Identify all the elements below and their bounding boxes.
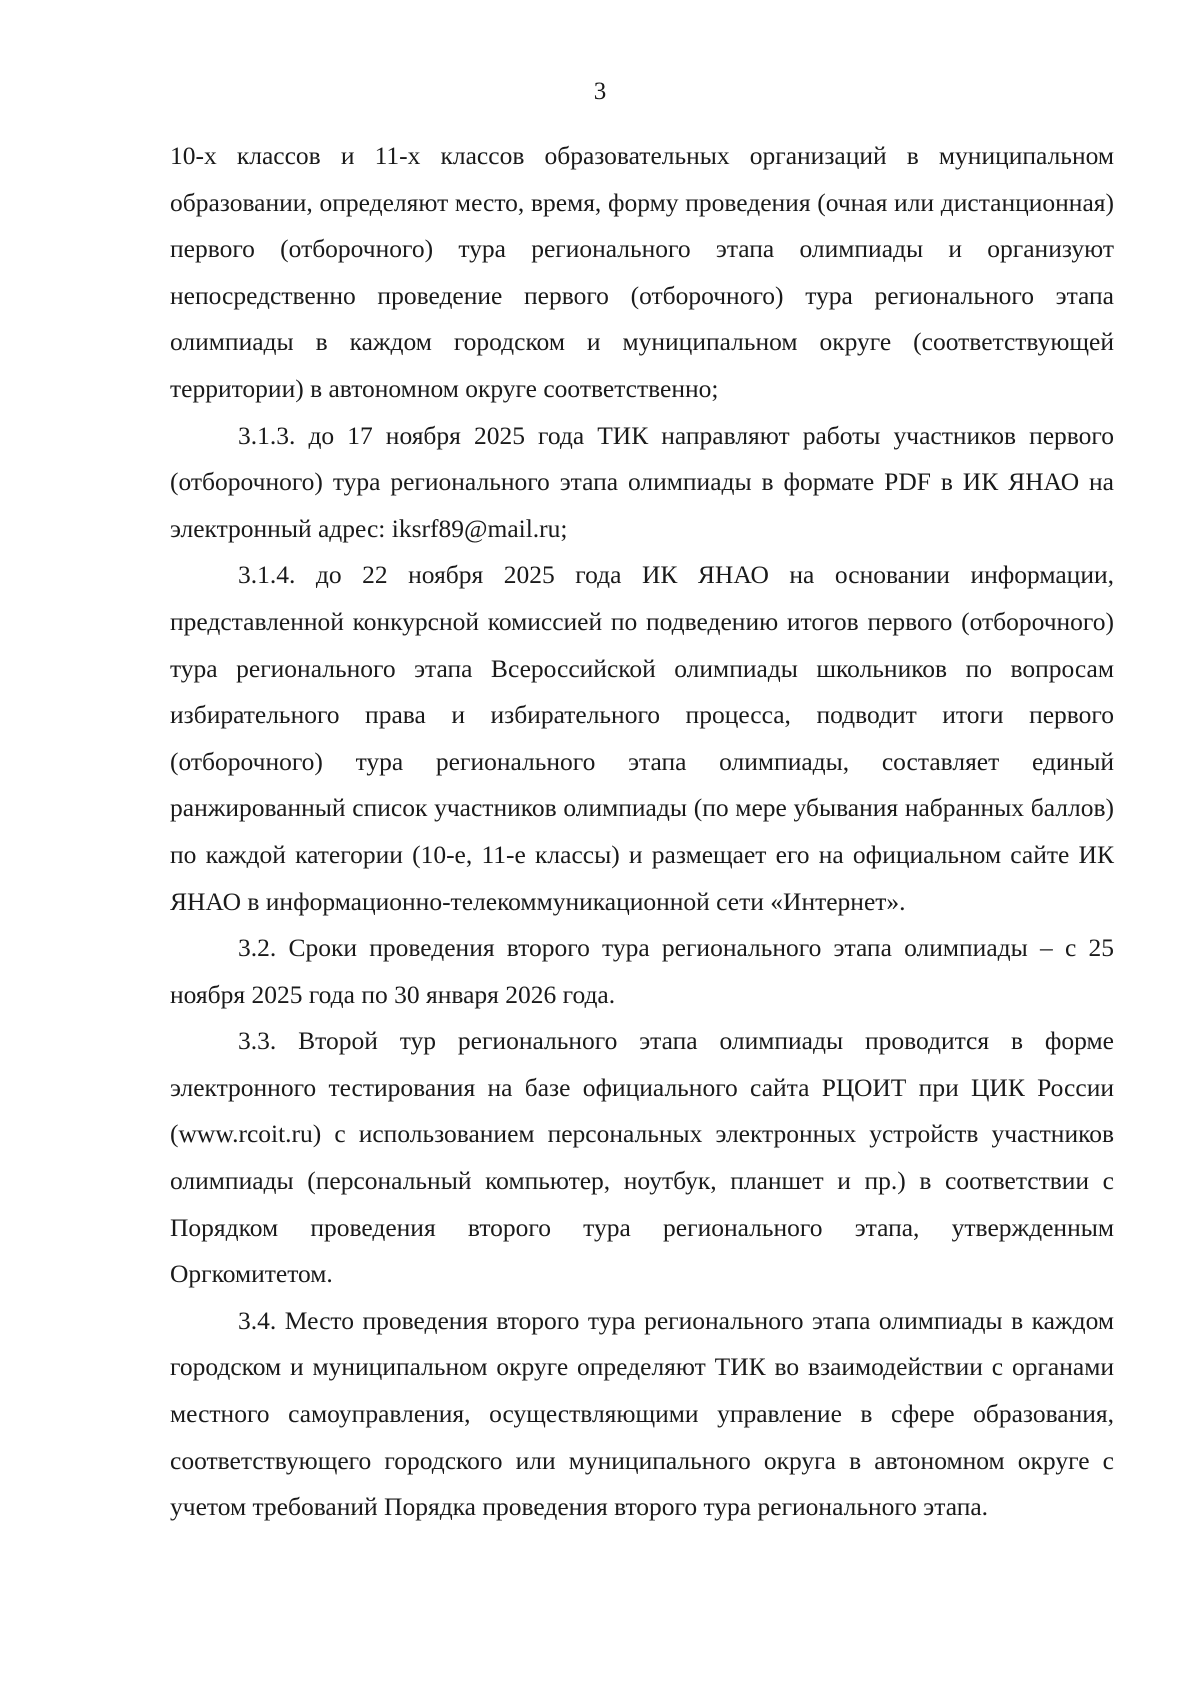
paragraph-3-4: 3.4. Место проведения второго тура регионального этапа олимпиады в каждом городском и муниципальном округе определяют ТИК во взаимодействии с органами местного самоуправления, осуществляющими управление в сфере образования, соответствующего городского или муниципального округа в автономном округе с учетом требований Порядка проведения второго тура регионального этапа.	[170, 1305, 1114, 1522]
paragraph-3-2: 3.2. Сроки проведения второго тура регионального этапа олимпиады – с 25 ноября 2025 года по 30 января 2026 года.	[170, 933, 1114, 1009]
paragraph-3-3: 3.3. Второй тур регионального этапа олимпиады проводится в форме электронного тестирования на базе официального сайта РЦОИТ при ЦИК России (www.rcoit.ru) с использованием персональных электронных устройств участников олимпиады (персональный компьютер, ноутбук, планшет и пр.) в соответствии с Порядком проведения второго тура регионального этапа, утвержденным Оргкомитетом.	[170, 1026, 1114, 1289]
paragraph-3-1-4: 3.1.4. до 22 ноября 2025 года ИК ЯНАО на основании информации, представленной конкурсной комиссией по подведению итогов первого (отборочного) тура регионального этапа Всероссийской олимпиады школьников по вопросам избирательного права и избирательного процесса, подводит итоги первого (отборочного) тура регионального этапа олимпиады, составляет единый ранжированный список участников олимпиады (по мере убывания набранных баллов) по каждой категории (10-е, 11-е классы) и размещает его на официальном сайте ИК ЯНАО в информационно-телекоммуникационной сети «Интернет».	[170, 560, 1114, 916]
document-body	[170, 133, 1114, 1531]
page-number: 3	[593, 78, 607, 105]
paragraph-3-1-3: 3.1.3. до 17 ноября 2025 года ТИК направляют работы участников первого (отборочного) тура регионального этапа олимпиады в формате PDF в ИК ЯНАО на электронный адрес: iksrf89@mail.ru;	[170, 420, 1114, 543]
paragraph-continuation: 10-х классов и 11-х классов образовательных организаций в муниципальном образовании, определяют место, время, форму проведения (очная или дистанционная) первого (отборочного) тура регионального этапа олимпиады и организуют непосредственно проведение первого (отборочного) тура регионального этапа олимпиады в каждом городском и муниципальном округе (соответствующей территории) в автономном округе соответственно;	[170, 141, 1114, 403]
